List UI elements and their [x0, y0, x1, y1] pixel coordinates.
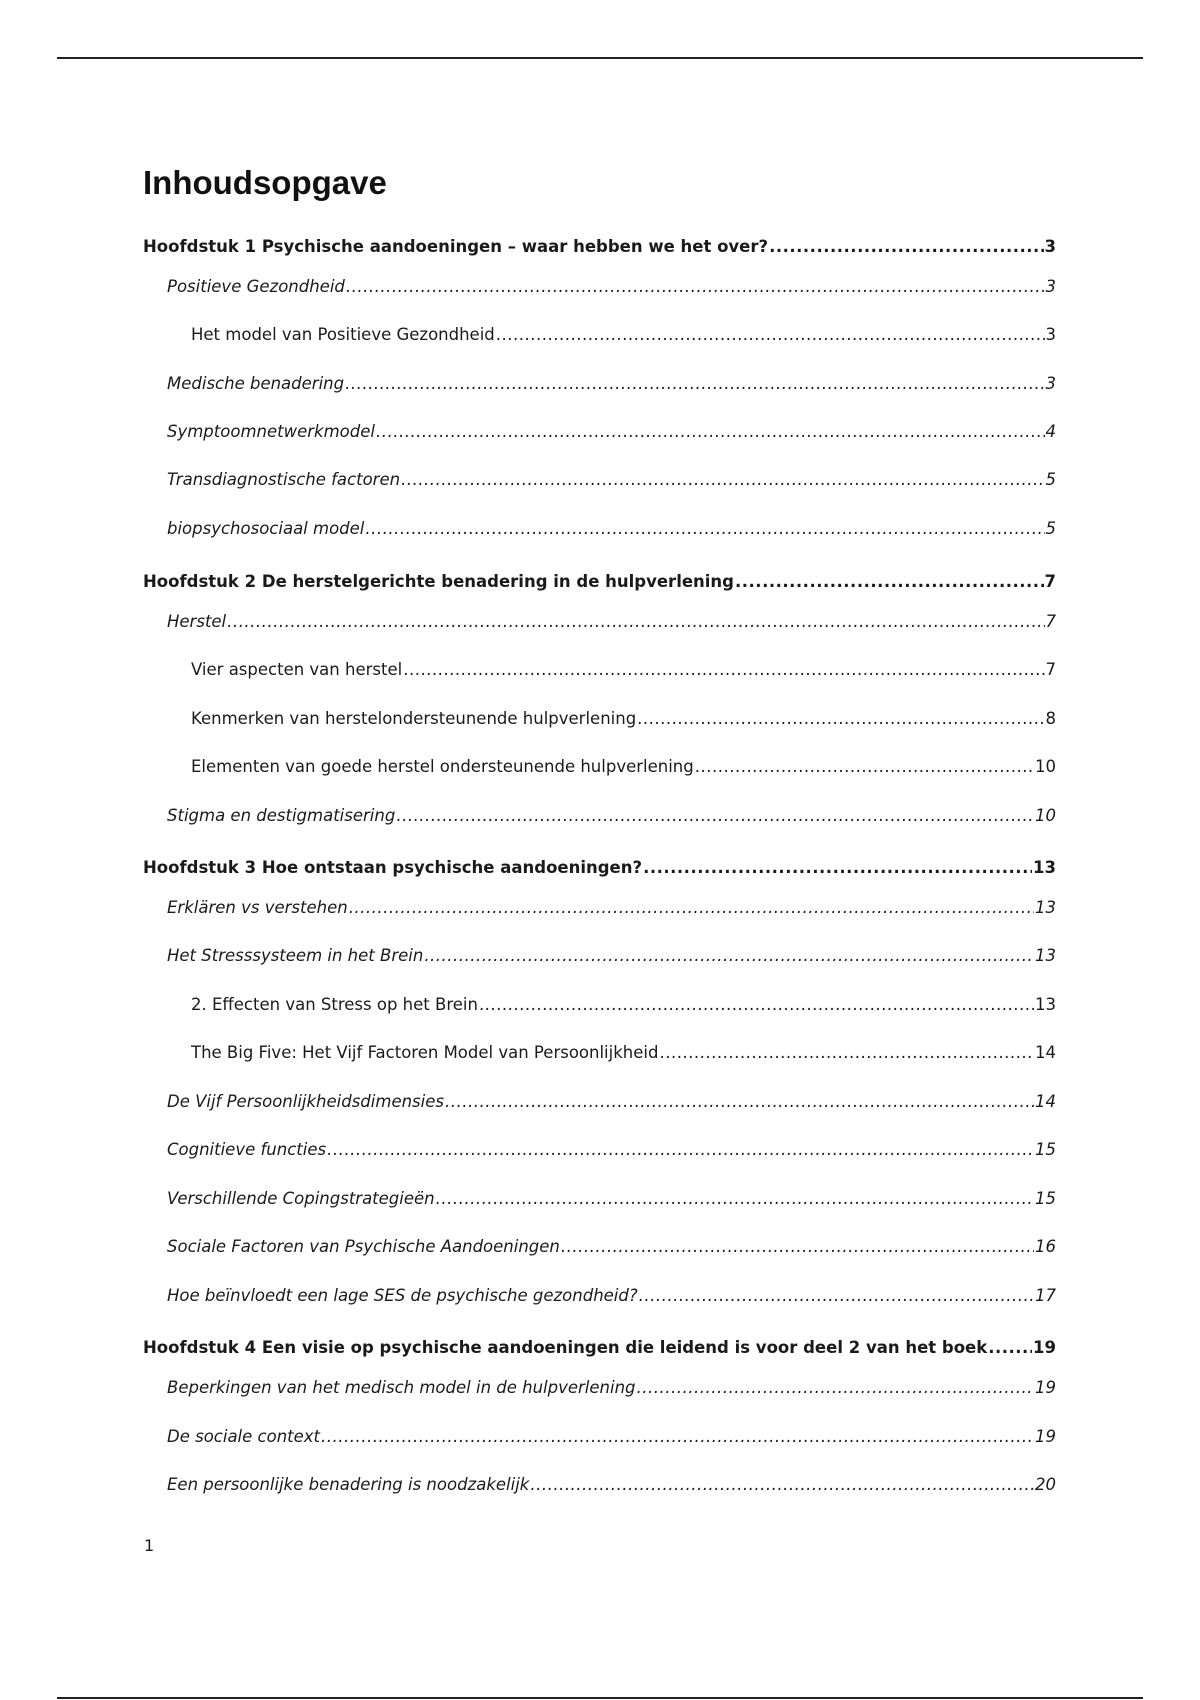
toc-section-symptoomnetwerkmodel[interactable]	[167, 422, 1056, 442]
toc-leader-dots	[637, 709, 1044, 729]
toc-entry-text: Sociale Factoren van Psychische Aandoeningen	[167, 1237, 560, 1256]
toc-page-number: 13	[1035, 898, 1056, 917]
toc-page-number: 20	[1035, 1475, 1056, 1494]
toc-page-number: 3	[1045, 374, 1056, 393]
toc-page-number: 13	[1035, 946, 1056, 965]
toc-chapter-3[interactable]	[143, 858, 1056, 878]
toc-leader-dots	[436, 1189, 1034, 1209]
toc-leader-dots	[227, 612, 1044, 632]
toc-page-number: 15	[1035, 1189, 1056, 1208]
toc-entry-text: Transdiagnostische factoren	[167, 470, 401, 489]
toc-leader-dots	[424, 946, 1034, 966]
toc-section-sociale-context[interactable]	[167, 1427, 1056, 1447]
toc-page-number: 19	[1035, 1427, 1056, 1446]
toc-leader-dots	[345, 374, 1044, 394]
toc-section-transdiagnostische-factoren[interactable]	[167, 470, 1056, 490]
toc-entry-text: biopsychosociaal model	[167, 519, 365, 538]
toc-section-stresssysteem[interactable]	[167, 946, 1056, 966]
toc-page-number: 7	[1045, 612, 1056, 631]
toc-leader-dots	[396, 806, 1034, 826]
toc-entry-text: Medische benadering	[167, 374, 345, 393]
toc-entry-text: Kenmerken van herstelondersteunende hulpverlening	[191, 709, 637, 728]
toc-leader-dots	[637, 1378, 1034, 1398]
toc-section-erklaren-verstehen[interactable]	[167, 898, 1056, 918]
toc-section-beperkingen-medisch-model[interactable]	[167, 1378, 1056, 1398]
toc-page-number: 17	[1035, 1286, 1056, 1305]
toc-section-biopsychosociaal-model[interactable]	[167, 519, 1056, 539]
toc-chapter-1[interactable]	[143, 237, 1056, 257]
toc-entry-text: Stigma en destigmatisering	[167, 806, 396, 825]
toc-leader-dots	[659, 1043, 1034, 1063]
toc-subsection-elementen[interactable]	[191, 757, 1056, 777]
toc-section-positieve-gezondheid[interactable]	[167, 277, 1056, 297]
toc-page-number: 19	[1033, 1338, 1056, 1357]
toc-leader-dots	[496, 325, 1045, 345]
toc-entry-text: Verschillende Copingstrategieën	[167, 1189, 435, 1208]
toc-section-lage-ses[interactable]	[167, 1286, 1056, 1306]
toc-page-number: 7	[1044, 572, 1056, 591]
header-rule	[57, 57, 1143, 59]
footer-rule	[57, 1697, 1143, 1699]
toc-entry-text: Vier aspecten van herstel	[191, 660, 403, 679]
toc-leader-dots	[695, 757, 1034, 777]
toc-page-number: 7	[1045, 660, 1056, 679]
toc-leader-dots	[376, 422, 1045, 442]
toc-page-number: 16	[1035, 1237, 1056, 1256]
toc-section-medische-benadering[interactable]	[167, 374, 1056, 394]
toc-section-persoonlijke-benadering[interactable]	[167, 1475, 1056, 1495]
toc-entry-text: Hoofdstuk 2 De herstelgerichte benadering in de hulpverlening	[143, 572, 734, 591]
toc-page-number: 15	[1035, 1140, 1056, 1159]
toc-entry-text: Een persoonlijke benadering is noodzakelijk	[167, 1475, 530, 1494]
toc-section-herstel[interactable]	[167, 612, 1056, 632]
toc-leader-dots	[769, 237, 1043, 257]
toc-entry-text: Het Stresssysteem in het Brein	[167, 946, 424, 965]
toc-leader-dots	[561, 1237, 1034, 1257]
toc-leader-dots	[346, 277, 1045, 297]
toc-entry-text: Hoofdstuk 4 Een visie op psychische aandoeningen die leidend is voor deel 2 van het boek	[143, 1338, 988, 1357]
toc-leader-dots	[988, 1338, 1032, 1358]
toc-page-number: 5	[1045, 519, 1056, 538]
toc-page-number: 14	[1035, 1043, 1056, 1062]
toc-leader-dots	[643, 858, 1032, 878]
toc-subsection-big-five[interactable]	[191, 1043, 1056, 1063]
toc-title: Inhoudsopgave	[143, 164, 387, 201]
toc-section-copingstrategieen[interactable]	[167, 1189, 1056, 1209]
toc-leader-dots	[321, 1427, 1034, 1447]
toc-entry-text: Beperkingen van het medisch model in de hulpverlening	[167, 1378, 636, 1397]
toc-leader-dots	[403, 660, 1044, 680]
toc-section-cognitieve-functies[interactable]	[167, 1140, 1056, 1160]
toc-entry-text: Cognitieve functies	[167, 1140, 327, 1159]
toc-entry-text: Herstel	[167, 612, 227, 631]
toc-page-number: 5	[1045, 470, 1056, 489]
toc-subsection-effecten-stress[interactable]	[191, 995, 1056, 1015]
toc-entry-text: Hoe beïnvloedt een lage SES de psychische gezondheid?	[167, 1286, 638, 1305]
toc-leader-dots	[639, 1286, 1034, 1306]
toc-entry-text: De Vijf Persoonlijkheidsdimensies	[167, 1092, 444, 1111]
toc-page-number: 3	[1045, 325, 1056, 344]
toc-page-number: 10	[1035, 757, 1056, 776]
toc-leader-dots	[530, 1475, 1034, 1495]
toc-page-number: 3	[1044, 237, 1056, 256]
toc-leader-dots	[735, 572, 1044, 592]
toc-entry-text: 2. Effecten van Stress op het Brein	[191, 995, 478, 1014]
toc-page-number: 13	[1033, 858, 1056, 877]
toc-entry-text: Hoofdstuk 3 Hoe ontstaan psychische aandoeningen?	[143, 858, 643, 877]
toc-entry-text: The Big Five: Het Vijf Factoren Model van Persoonlijkheid	[191, 1043, 659, 1062]
toc-leader-dots	[401, 470, 1044, 490]
toc-chapter-2[interactable]	[143, 572, 1056, 592]
toc-section-sociale-factoren[interactable]	[167, 1237, 1056, 1257]
toc-subsection-model-positieve-gezondheid[interactable]	[191, 325, 1056, 345]
footer-page-number: 1	[144, 1536, 155, 1555]
toc-subsection-kenmerken[interactable]	[191, 709, 1056, 729]
toc-entry-text: Het model van Positieve Gezondheid	[191, 325, 495, 344]
toc-page-number: 14	[1035, 1092, 1056, 1111]
toc-leader-dots	[479, 995, 1034, 1015]
toc-subsection-vier-aspecten[interactable]	[191, 660, 1056, 680]
toc-entry-text: Hoofdstuk 1 Psychische aandoeningen – waar hebben we het over?	[143, 237, 769, 256]
toc-page-number: 10	[1035, 806, 1056, 825]
toc-page-number: 4	[1045, 422, 1056, 441]
toc-entry-text: Positieve Gezondheid	[167, 277, 345, 296]
toc-page-number: 13	[1035, 995, 1056, 1014]
toc-leader-dots	[349, 898, 1034, 918]
toc-page-number: 8	[1045, 709, 1056, 728]
toc-leader-dots	[445, 1092, 1034, 1112]
toc-leader-dots	[327, 1140, 1034, 1160]
toc-page-number: 19	[1035, 1378, 1056, 1397]
toc-section-persoonlijkheidsdimensies[interactable]	[167, 1092, 1056, 1112]
toc-entry-text: Symptoomnetwerkmodel	[167, 422, 375, 441]
toc-chapter-4[interactable]	[143, 1338, 1056, 1358]
toc-section-stigma[interactable]	[167, 806, 1056, 826]
toc-entry-text: De sociale context	[167, 1427, 321, 1446]
toc-entry-text: Elementen van goede herstel ondersteunende hulpverlening	[191, 757, 694, 776]
toc-leader-dots	[365, 519, 1044, 539]
toc-page-number: 3	[1045, 277, 1056, 296]
toc-entry-text: Erklären vs verstehen	[167, 898, 348, 917]
